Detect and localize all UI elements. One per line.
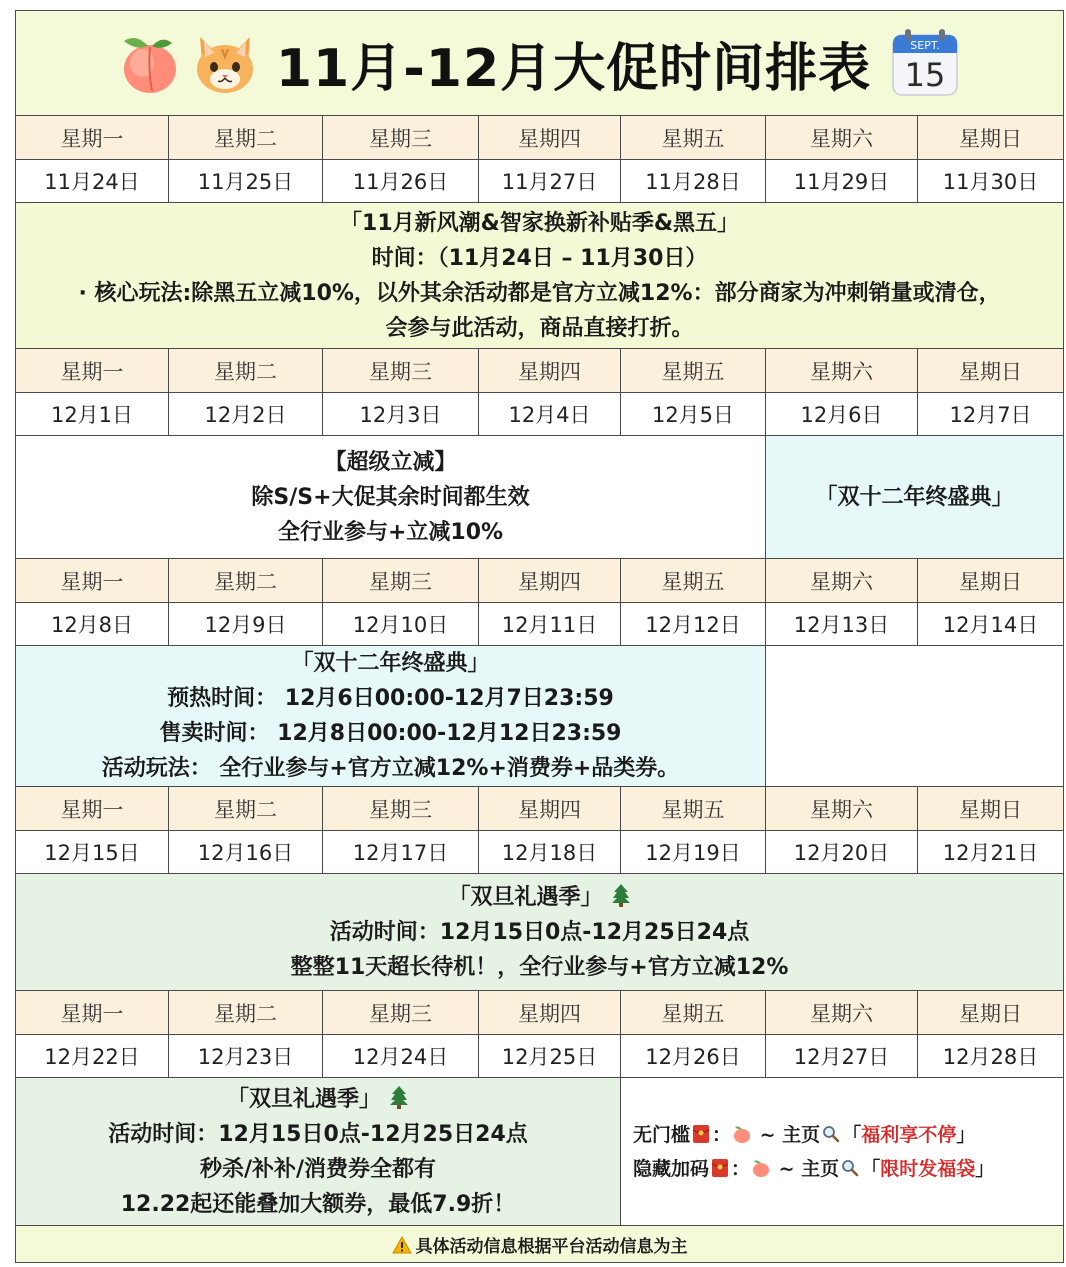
- weekday-cell: 星期一: [16, 349, 169, 393]
- weekday-row: [16, 991, 1064, 1035]
- event-desc-cont: 12.22起还能叠加大额券，最低7.9折！: [120, 1191, 516, 1217]
- weekday-cell: 星期一: [16, 991, 169, 1035]
- weekday-cell: 星期五: [621, 787, 766, 831]
- date-cell: 12月5日: [621, 393, 766, 436]
- event-time: 活动时间：12月15日0点-12月25日24点: [108, 1121, 528, 1147]
- red-envelope-icon: [692, 1124, 710, 1144]
- date-cell: 11月29日: [766, 160, 918, 203]
- date-row: [16, 1035, 1064, 1078]
- tip-path: ~ 主页: [772, 1157, 840, 1180]
- event-time: 时间：（11月24日 – 11月30日）: [371, 245, 708, 271]
- date-cell: 12月14日: [918, 603, 1064, 646]
- weekday-cell: 星期二: [169, 787, 323, 831]
- weekday-cell: 星期二: [169, 559, 323, 603]
- date-row: [16, 603, 1064, 646]
- date-cell: 12月3日: [323, 393, 479, 436]
- date-cell: 12月25日: [479, 1035, 621, 1078]
- date-row: [16, 393, 1064, 436]
- date-cell: 12月6日: [766, 393, 918, 436]
- peach-icon: [733, 1124, 751, 1144]
- weekday-cell: 星期六: [766, 991, 918, 1035]
- weekday-cell: 星期二: [169, 349, 323, 393]
- weekday-cell: 星期二: [169, 991, 323, 1035]
- event-title: [16, 880, 1063, 915]
- peach-icon: [118, 31, 182, 95]
- date-cell: 12月12日: [621, 603, 766, 646]
- event-preheat: 预热时间： 12月6日00:00-12月7日23:59: [167, 686, 614, 711]
- weekday-row: [16, 787, 1064, 831]
- date-cell: 12月13日: [766, 603, 918, 646]
- weekday-cell: 星期三: [323, 349, 479, 393]
- date-cell: 11月25日: [169, 160, 323, 203]
- weekday-row: [16, 349, 1064, 393]
- page-title: 11月-12月大促时间排表: [275, 38, 872, 99]
- event-title-text: 「双旦礼遇季」: [448, 884, 603, 910]
- tip-highlight: 限时发福袋: [880, 1157, 976, 1180]
- date-cell: 12月4日: [479, 393, 621, 436]
- title-row: [16, 11, 1064, 116]
- peach-icon: [752, 1158, 770, 1178]
- weekday-cell: 星期二: [169, 116, 323, 160]
- calendar-icon: [889, 27, 961, 99]
- weekday-row: [16, 559, 1064, 603]
- date-cell: 12月24日: [323, 1035, 479, 1078]
- christmas-tree-icon: [611, 883, 631, 907]
- event-title: [16, 1082, 620, 1117]
- tip-sep: ：: [731, 1157, 751, 1180]
- event-new-year: [16, 874, 1064, 991]
- tip-path: ~ 主页: [753, 1123, 821, 1146]
- weekday-cell: 星期三: [323, 116, 479, 160]
- weekday-cell: 星期日: [918, 787, 1064, 831]
- date-cell: 12月23日: [169, 1035, 323, 1078]
- event-sale: 售卖时间： 12月8日00:00-12月12日23:59: [159, 721, 622, 746]
- event-desc: 整整11天超长待机！，全行业参与+官方立减12%: [290, 954, 789, 980]
- weekday-cell: 星期六: [766, 787, 918, 831]
- date-cell: 12月22日: [16, 1035, 169, 1078]
- weekday-cell: 星期三: [323, 991, 479, 1035]
- date-cell: 12月19日: [621, 831, 766, 874]
- date-cell: 12月7日: [918, 393, 1064, 436]
- date-cell: 12月15日: [16, 831, 169, 874]
- event-double12: [16, 646, 766, 787]
- date-cell: 12月11日: [479, 603, 621, 646]
- date-cell: 12月21日: [918, 831, 1064, 874]
- tip-bracket-close: 」: [956, 1123, 976, 1146]
- weekday-cell: 星期三: [323, 559, 479, 603]
- weekday-cell: 星期五: [621, 116, 766, 160]
- date-cell: 12月9日: [169, 603, 323, 646]
- weekday-row: [16, 116, 1064, 160]
- date-cell: 12月20日: [766, 831, 918, 874]
- footer-note: [16, 1226, 1064, 1263]
- weekday-cell: 星期五: [621, 991, 766, 1035]
- search-icon: [822, 1124, 840, 1144]
- tip-no-threshold: [633, 1118, 1063, 1152]
- event-title: 「双十二年终盛典」: [291, 651, 490, 676]
- weekday-cell: 星期日: [918, 349, 1064, 393]
- tip-label: 无门槛: [633, 1123, 691, 1146]
- weekday-cell: 星期日: [918, 559, 1064, 603]
- event-desc: 全行业参与+立减10%: [277, 519, 504, 545]
- tip-bracket-open: 「: [861, 1157, 881, 1180]
- date-cell: 12月8日: [16, 603, 169, 646]
- red-envelope-icon: [711, 1158, 729, 1178]
- date-cell: 12月18日: [479, 831, 621, 874]
- weekday-cell: 星期四: [479, 116, 621, 160]
- date-cell: 12月28日: [918, 1035, 1064, 1078]
- weekday-cell: 星期五: [621, 559, 766, 603]
- date-row: [16, 160, 1064, 203]
- event-black-friday: [16, 203, 1064, 349]
- weekday-cell: 星期六: [766, 116, 918, 160]
- weekday-cell: 星期四: [479, 559, 621, 603]
- tip-sep: ：: [712, 1123, 732, 1146]
- weekday-cell: 星期四: [479, 991, 621, 1035]
- date-cell: 11月27日: [479, 160, 621, 203]
- calendar-month: SEPT.: [910, 39, 940, 52]
- event-title: 【超级立减】: [324, 449, 457, 475]
- weekday-cell: 星期日: [918, 116, 1064, 160]
- weekday-cell: 星期六: [766, 349, 918, 393]
- date-cell: 12月27日: [766, 1035, 918, 1078]
- weekday-cell: 星期五: [621, 349, 766, 393]
- weekday-cell: 星期一: [16, 787, 169, 831]
- event-super-discount: [16, 436, 766, 559]
- tip-highlight: 福利享不停: [861, 1123, 957, 1146]
- calendar-day: 15: [904, 56, 946, 94]
- event-time: 除S/S+大促其余时间都生效: [251, 484, 530, 510]
- cat-face-icon: [192, 31, 258, 95]
- date-cell: 11月30日: [918, 160, 1064, 203]
- date-cell: 12月1日: [16, 393, 169, 436]
- event-double12-preview: [766, 436, 1064, 559]
- event-desc: · 核心玩法:除黑五立减10%，以外其余活动都是官方立减12%：部分商家为冲刺销量或清仓，: [78, 280, 1001, 306]
- weekday-cell: 星期六: [766, 559, 918, 603]
- date-cell: 12月16日: [169, 831, 323, 874]
- schedule-table: [15, 10, 1064, 1263]
- date-cell: 11月24日: [16, 160, 169, 203]
- christmas-tree-icon: [389, 1085, 409, 1109]
- weekday-cell: 星期四: [479, 787, 621, 831]
- tip-bracket-close: 」: [975, 1157, 995, 1180]
- event-title: 「双十二年终盛典」: [815, 484, 1014, 510]
- event-new-year-late: [16, 1078, 621, 1226]
- date-cell: 12月26日: [621, 1035, 766, 1078]
- empty-cell: [766, 646, 1064, 787]
- tip-bracket-open: 「: [842, 1123, 862, 1146]
- weekday-cell: 星期一: [16, 559, 169, 603]
- event-title: 「11月新风潮&智家换新补贴季&黑五」: [340, 210, 740, 236]
- event-title-text: 「双旦礼遇季」: [226, 1086, 381, 1112]
- date-cell: 12月10日: [323, 603, 479, 646]
- tip-hidden-bonus: [633, 1152, 1063, 1186]
- weekday-cell: 星期四: [479, 349, 621, 393]
- date-cell: 11月28日: [621, 160, 766, 203]
- date-cell: 12月17日: [323, 831, 479, 874]
- weekday-cell: 星期日: [918, 991, 1064, 1035]
- footer-text: 具体活动信息根据平台活动信息为主: [415, 1236, 688, 1257]
- date-cell: 12月2日: [169, 393, 323, 436]
- tip-label: 隐藏加码: [633, 1157, 710, 1180]
- weekday-cell: 星期一: [16, 116, 169, 160]
- schedule-sheet: [15, 10, 1063, 1263]
- event-desc: 秒杀/补补/消费券全都有: [199, 1156, 437, 1182]
- search-icon: [841, 1158, 859, 1178]
- event-time: 活动时间：12月15日0点-12月25日24点: [329, 919, 750, 945]
- date-row: [16, 831, 1064, 874]
- weekday-cell: 星期三: [323, 787, 479, 831]
- tips-cell: [621, 1078, 1064, 1226]
- event-desc-cont: 会参与此活动，商品直接打折。: [385, 315, 694, 341]
- event-desc: 活动玩法： 全行业参与+官方立减12%+消费券+品类券。: [101, 756, 680, 781]
- date-cell: 11月26日: [323, 160, 479, 203]
- warning-icon: [392, 1236, 412, 1254]
